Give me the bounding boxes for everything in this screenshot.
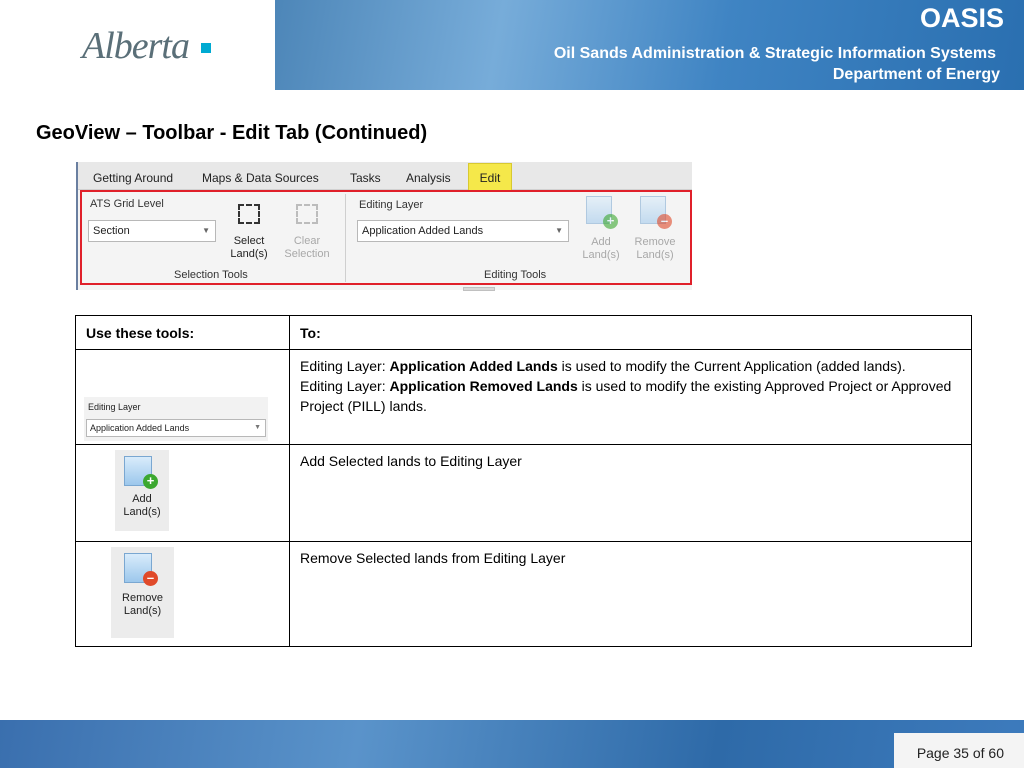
- footer-band: [0, 720, 1024, 768]
- table-row: [76, 445, 290, 542]
- alberta-logo: Alberta: [82, 25, 189, 67]
- logo-accent-square: [201, 43, 211, 53]
- banner-title: OASIS: [919, 3, 1004, 33]
- mini-editing-layer-label: Editing Layer: [88, 402, 141, 412]
- mini-editing-layer-dropdown[interactable]: [86, 419, 266, 437]
- editing-layer-mini-panel: [84, 397, 268, 441]
- add-lands-button[interactable]: Add Land(s): [582, 236, 620, 261]
- plus-badge-icon: +: [603, 214, 618, 229]
- table-row: [76, 350, 290, 445]
- desc-added-lands: [300, 356, 961, 376]
- add-lands-tile-label: Add Land(s): [123, 493, 161, 518]
- desc-removed-lands: [300, 376, 961, 416]
- editing-tools-label: Editing Tools: [484, 269, 547, 281]
- desc-suffix: is used to modify the Current Application (added lands).: [557, 358, 906, 374]
- tab-strip: [78, 162, 692, 190]
- add-lands-tile: [115, 450, 169, 531]
- remove-lands-button[interactable]: Remove Land(s): [634, 236, 676, 261]
- editing-layer-label: Editing Layer: [359, 199, 424, 211]
- editing-layer-value: Application Added Lands: [362, 225, 484, 237]
- desc-prefix: Editing Layer:: [300, 358, 390, 374]
- table-row: [76, 542, 290, 646]
- plus-badge-icon: +: [143, 474, 158, 489]
- row3-description: Remove Selected lands from Editing Layer: [300, 550, 566, 566]
- desc-suffix: is used to modify the existing Approved Project or Approved Project (PILL) lands.: [300, 378, 952, 414]
- table-header-tools: Use these tools:: [76, 316, 290, 350]
- highlight-frame: [80, 190, 692, 285]
- remove-lands-tile: [111, 547, 174, 638]
- select-lands-button[interactable]: Select Land(s): [230, 235, 268, 260]
- tools-table: [75, 315, 972, 647]
- ats-grid-label: ATS Grid Level: [90, 198, 164, 210]
- ats-grid-value: Section: [93, 225, 130, 237]
- tab-maps-data-sources[interactable]: Maps & Data Sources: [202, 171, 319, 185]
- toolbar-screenshot: [76, 162, 692, 290]
- row1-description: [290, 350, 971, 445]
- chevron-down-icon: ▼: [254, 424, 261, 431]
- desc-prefix: Editing Layer:: [300, 378, 390, 394]
- banner-subtitle: Oil Sands Administration & Strategic Information Systems: [553, 45, 996, 62]
- header-banner: [275, 0, 1024, 90]
- chevron-down-icon: ▼: [555, 226, 563, 235]
- desc-bold-removed: Application Removed Lands: [389, 378, 578, 394]
- tab-analysis[interactable]: Analysis: [406, 171, 451, 185]
- clear-selection-button[interactable]: Clear Selection: [284, 235, 330, 260]
- remove-lands-tile-label: Remove Land(s): [122, 592, 163, 617]
- banner-department: Department of Energy: [832, 66, 1000, 83]
- tab-getting-around[interactable]: Getting Around: [93, 171, 174, 185]
- table-header-to: To:: [290, 316, 971, 350]
- tab-edit[interactable]: Edit: [468, 163, 512, 190]
- minus-badge-icon: –: [657, 214, 672, 229]
- tab-tasks[interactable]: Tasks: [350, 171, 381, 185]
- row2-description: Add Selected lands to Editing Layer: [290, 445, 971, 542]
- scrollbar-stub: [463, 287, 495, 291]
- selection-tools-label: Selection Tools: [174, 269, 248, 281]
- page-number: Page 35 of 60: [916, 745, 1004, 761]
- page-title: GeoView – Toolbar - Edit Tab (Continued): [36, 122, 428, 144]
- logo-area: [0, 0, 275, 90]
- mini-editing-layer-value: Application Added Lands: [90, 423, 190, 433]
- desc-bold-added: Application Added Lands: [389, 358, 558, 374]
- minus-badge-icon: –: [143, 571, 158, 586]
- slide-header: [0, 0, 1024, 90]
- chevron-down-icon: ▼: [202, 226, 210, 235]
